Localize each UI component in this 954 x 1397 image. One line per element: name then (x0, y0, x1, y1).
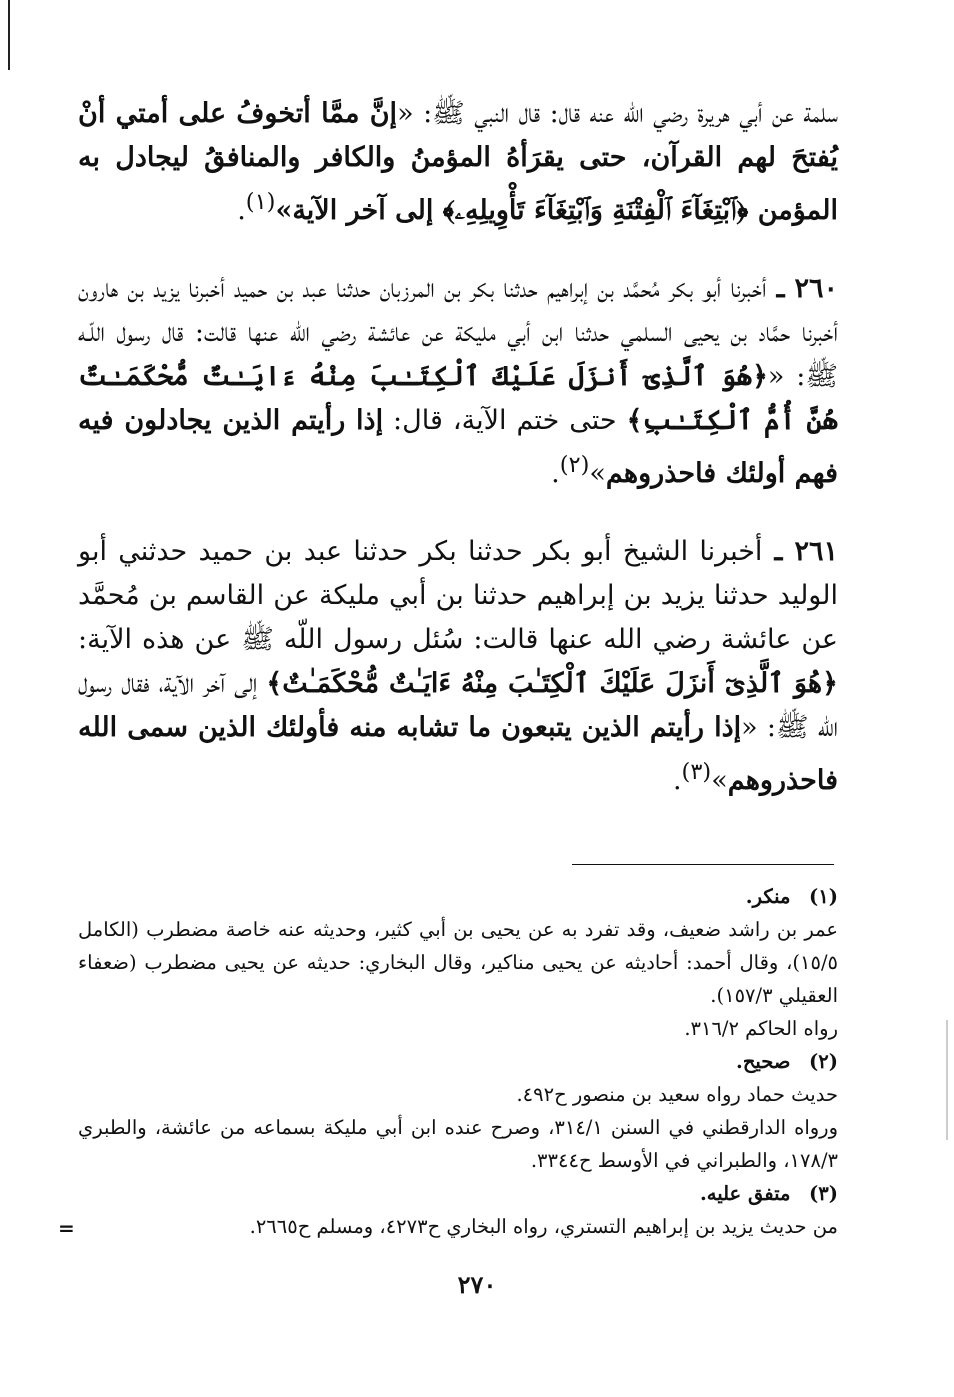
footnote-ref: (٢) (559, 452, 590, 478)
footnote-ref: (١) (245, 189, 276, 215)
footnote-line: رواه الحاكم ٣١٦/٢. (684, 1017, 838, 1040)
footnote-2 (78, 1045, 838, 1177)
footnote-ref: (٣) (681, 759, 712, 785)
footnote-marker: (١) (809, 885, 838, 908)
text-run: . (237, 195, 246, 226)
text-run: إلى آخر الآية، فقال رسول الله ﷺ: « (78, 668, 838, 743)
margin-rule (8, 0, 10, 70)
footnote-1 (78, 880, 838, 1045)
text-run: سلمة عن أبي هريرة رضي الله عنه قال: قال النبي ﷺ: « (397, 98, 838, 129)
text-run: حتى ختم الآية، قال: (383, 405, 627, 436)
continuation-mark: = (58, 1216, 75, 1240)
footnote-grade: متفق عليه. (699, 1182, 791, 1205)
footnote-grade: صحيح. (736, 1050, 791, 1073)
footnote-grade: منكر. (745, 885, 791, 908)
footnote-line: من حديث يزيد بن إبراهيم التستري، رواه البخاري ح٤٢٧٣، ومسلم ح٢٦٦٥. (249, 1215, 838, 1238)
hadith-quote: إنَّ ممَّا أتخوفُ على أمتي أنْ يُفتحَ لهم القرآن، حتى يقرَأهُ المؤمنُ والكافر والمنافقُ ليجادل به المؤمن (78, 98, 838, 226)
paragraph-260 (78, 267, 838, 496)
footnote-marker: (٢) (809, 1050, 838, 1073)
scan-edge-mark (946, 1020, 948, 1140)
quran-verse: ﴿هُوَ ٱلَّذِىٓ أَنزَلَ عَلَيْكَ ٱلْكِتَـٰبَ مِنْهُ ءَايَـٰتٌ مُّحْكَمَـٰتٌ﴾ (266, 668, 838, 699)
hadith-quote: إذا رأيتم الذين يتبعون ما تشابه منه فأولئك الذين سمى الله فاحذروهم (78, 712, 838, 796)
footnote-marker: (٣) (809, 1182, 838, 1205)
text-run: » (589, 458, 606, 489)
text-run: . (551, 458, 560, 489)
quran-verse: ﴿هُوَ ٱلَّذِىٓ أَنزَلَ عَلَيْكَ ٱلْكِتَـٰبَ مِنْهُ ءَايَـٰتٌ مُّحْكَمَـٰتٌ هُنَّ أُمُّ ٱلْكِتَـٰبِ﴾ (78, 361, 838, 436)
hadith-number: ٢٦١ ـ (762, 536, 838, 567)
hadith-quote: إذا رأيتم الذين يجادلون فيه فهم أولئك فاحذروهم (78, 405, 838, 489)
quran-verse: ﴿ٱبْتِغَآءَ ٱلْفِتْنَةِ وَٱبْتِغَآءَ تَأْوِيلِهِۦ﴾ إلى آخر الآية» (275, 195, 758, 226)
main-text (78, 92, 838, 837)
footnotes (78, 880, 838, 1243)
footnote-line: حديث حماد رواه سعيد بن منصور ح٤٩٢. (516, 1083, 838, 1106)
text-run: أخبرنا أبو بكر مُحمَّد بن إبراهيم حدثنا بكر بن المرزبان حدثنا عبد بن حميد أخبرنا يزيد بن هارون أخبرنا حمَّاد بن يحيى السلمي حدثنا ابن أبي مليكة عن عائشة رضي الله عنها قالت: قال رسول اللّـه ﷺ: « (78, 273, 838, 392)
hadith-number: ٢٦٠ ـ (766, 273, 838, 304)
footnote-3 (78, 1177, 838, 1243)
footnote-line: ورواه الدارقطني في السنن ٣١٤/١، وصرح عنده ابن أبي مليكة بسماعه من عائشة، والطبري ١٧٨/٣، والطبراني في الأوسط ح٣٣٤٤. (78, 1116, 838, 1172)
text-run: أخبرنا الشيخ أبو بكر حدثنا بكر حدثنا عبد بن حميد حدثني أبو الوليد حدثنا يزيد بن إبراهيم حدثنا بن أبي مليكة عن القاسم بن مُحمَّد عن عائشة رضي الله عنها قالت: سُئل رسول اللّه ﷺ عن هذه الآية: (78, 536, 838, 655)
footnote-separator (572, 864, 834, 865)
page-number: ٢٧٠ (457, 1270, 497, 1299)
paragraph-261 (78, 530, 838, 803)
footnote-line: عمر بن راشد ضعيف، وقد تفرد به عن يحيى بن أبي كثير، وحديثه عنه خاصة مضطرب (الكامل ١٥/٥)، وقال أحمد: أحاديثه عن يحيى مناكير، وقال البخاري: حديثه عن يحيى مضطرب (ضعفاء العقيلي ١٥٧/٣). (78, 918, 838, 1007)
text-run: . (672, 765, 682, 796)
paragraph-continuation (78, 92, 838, 233)
text-run: » (711, 765, 728, 796)
